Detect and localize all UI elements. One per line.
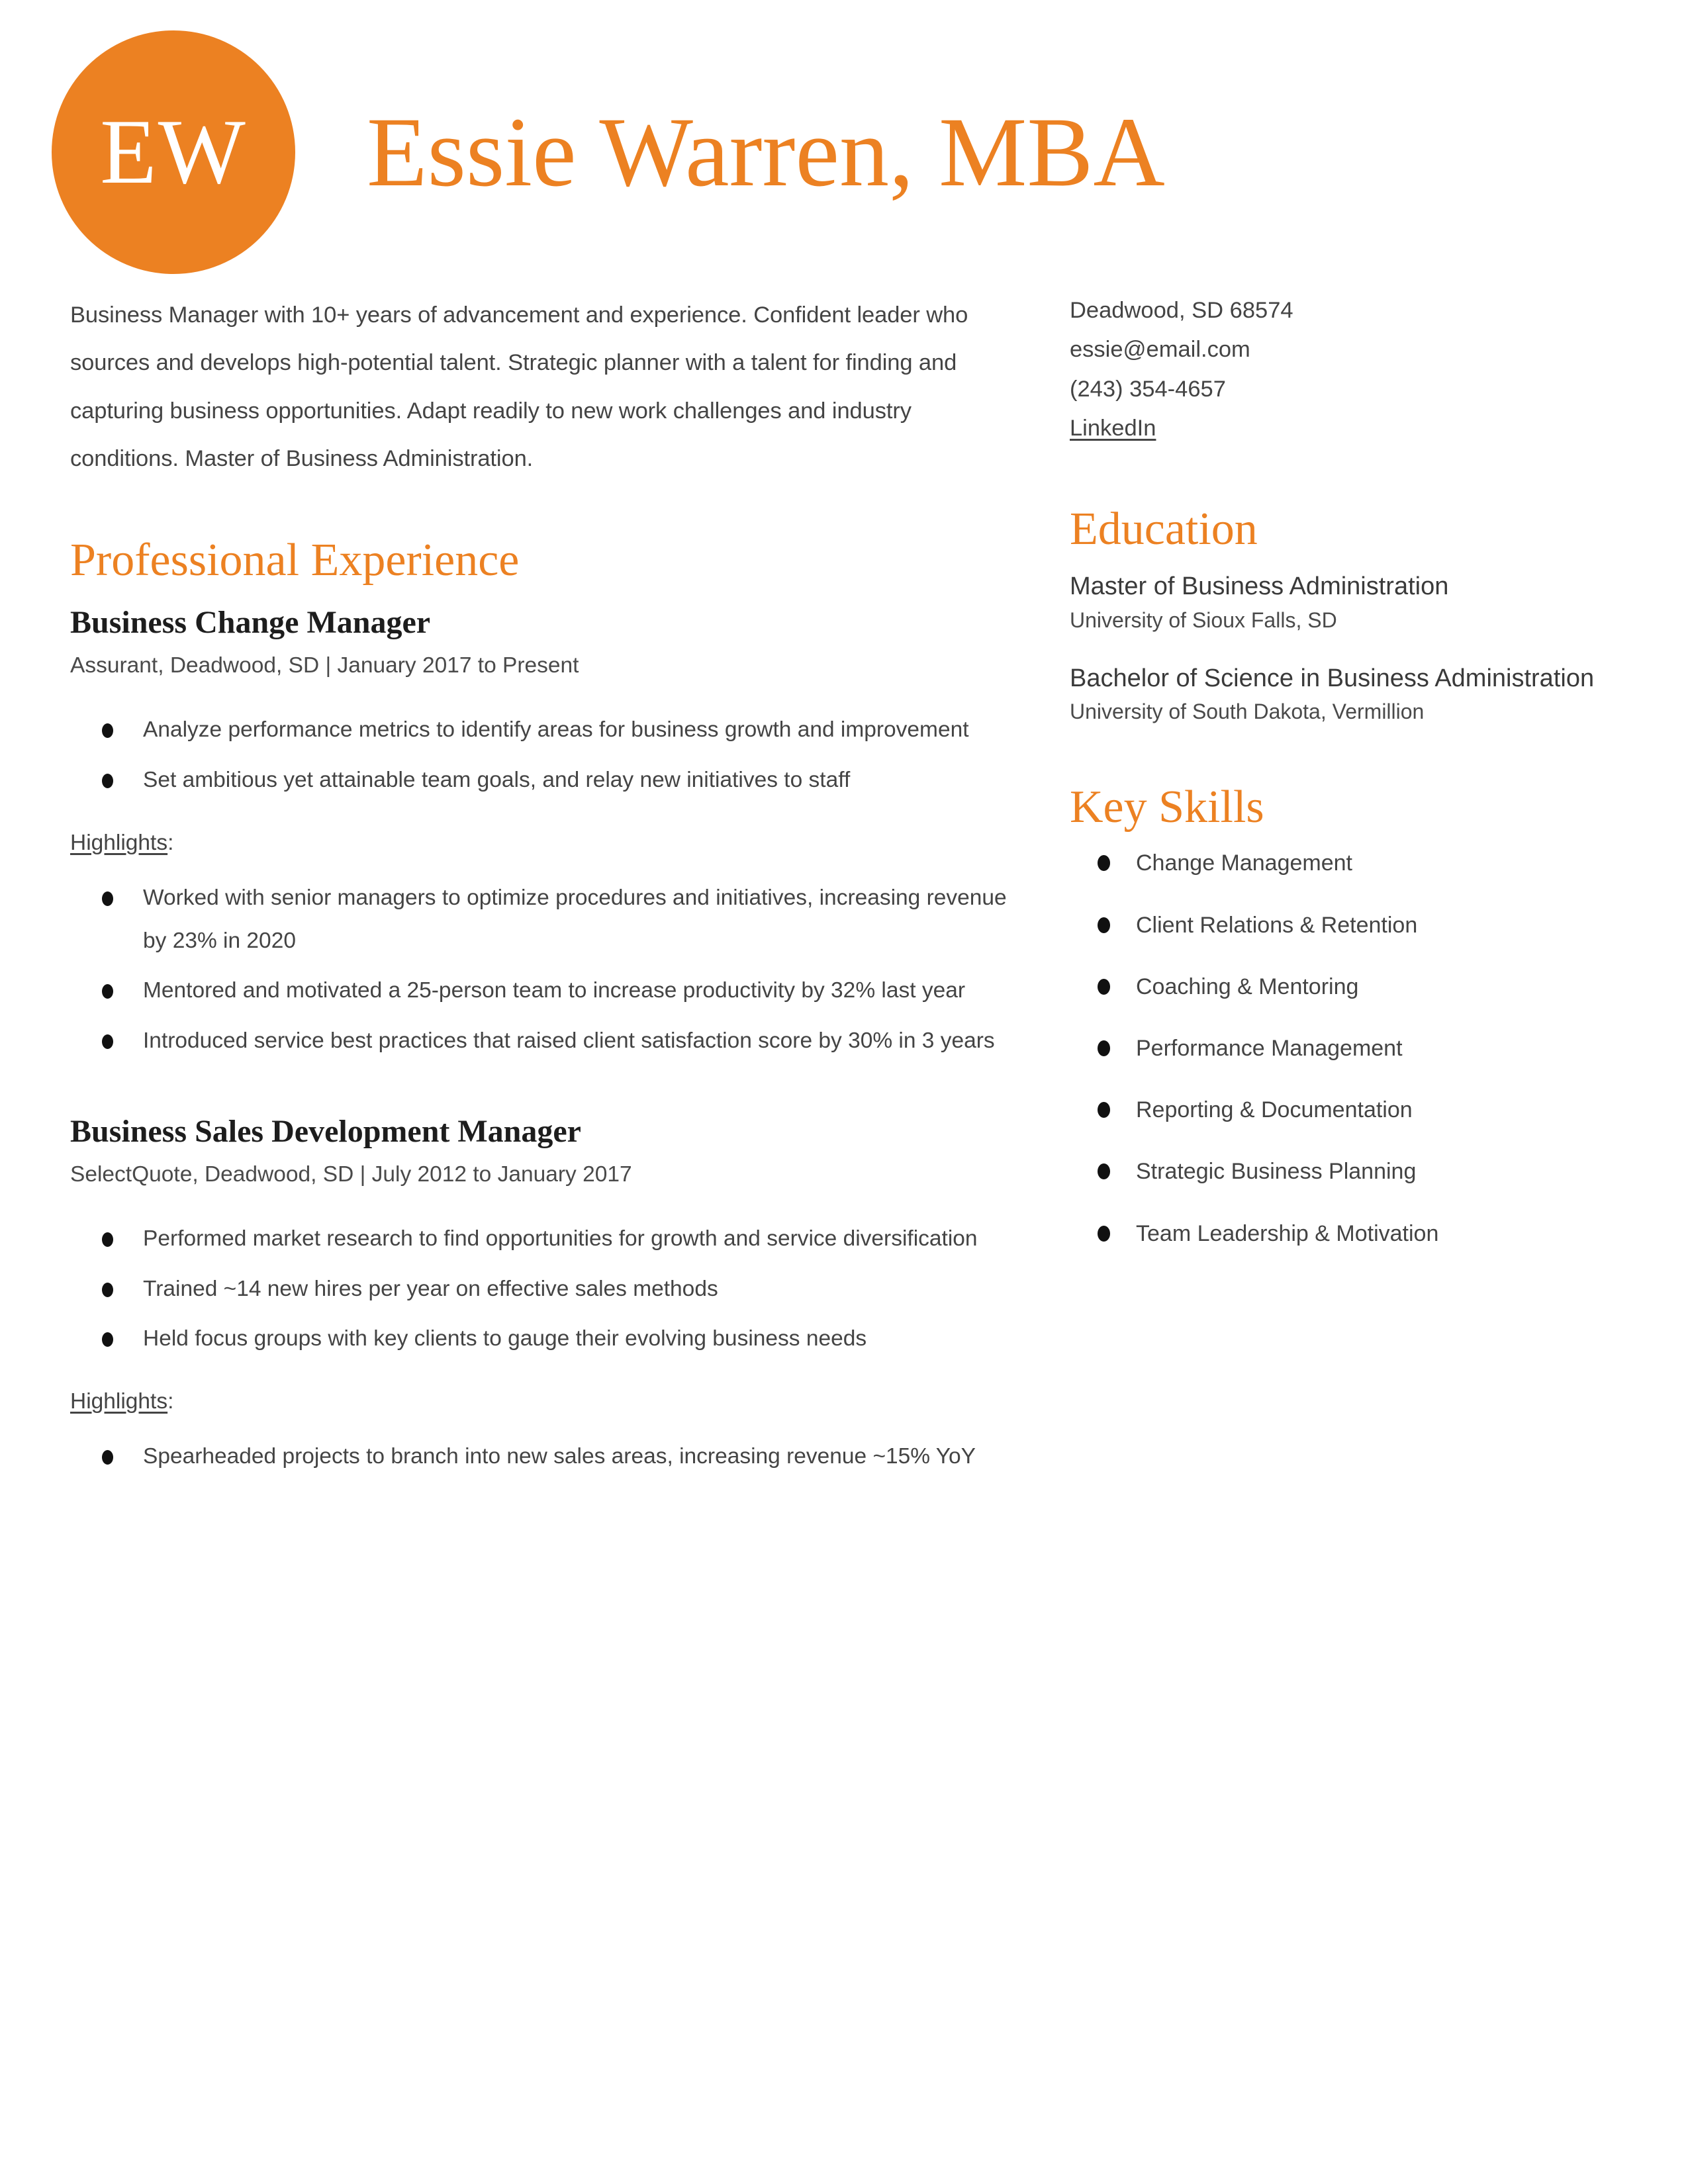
page-title: Essie Warren, MBA: [367, 97, 1165, 207]
list-item: Team Leadership & Motivation: [1070, 1219, 1625, 1248]
section-heading-skills: Key Skills: [1070, 782, 1264, 833]
job-highlights-list: [70, 876, 1010, 1062]
list-item: Performed market research to find opportunities for growth and service diversification: [70, 1217, 1010, 1260]
resume-body: [0, 265, 1688, 1484]
highlights-label-text: Highlights: [70, 1389, 168, 1414]
contact-email[interactable]: essie@email.com: [1070, 337, 1250, 363]
list-item: Reporting & Documentation: [1070, 1095, 1625, 1124]
list-item: Performance Management: [1070, 1034, 1625, 1063]
list-item: Introduced service best practices that raised client satisfaction score by 30% in 3 years: [70, 1019, 1010, 1062]
list-item: Mentored and motivated a 25-person team to increase productivity by 32% last year: [70, 969, 1010, 1012]
education-degree: Bachelor of Science in Business Administration: [1070, 664, 1595, 692]
experience-entry: [70, 1113, 1010, 1478]
education-entry: [1070, 662, 1625, 727]
section-heading-education: Education: [1070, 504, 1258, 555]
sidebar-column: [1050, 291, 1625, 1281]
education-school: University of South Dakota, Vermillion: [1070, 700, 1425, 724]
job-meta: SelectQuote, Deadwood, SD | July 2012 to January 2017: [70, 1161, 632, 1187]
list-item: Worked with senior managers to optimize procedures and initiatives, increasing revenue by 23% in 2020: [70, 876, 1010, 963]
experience-entry: [70, 604, 1010, 1062]
section-spacer: [70, 1069, 1010, 1113]
education-school: University of Sioux Falls, SD: [1070, 608, 1337, 632]
job-highlights-list: [70, 1435, 1010, 1478]
contact-location: Deadwood, SD 68574: [1070, 298, 1293, 323]
education-entry: [1070, 570, 1625, 635]
highlights-label-colon: :: [167, 1389, 174, 1414]
list-item: Trained ~14 new hires per year on effective sales methods: [70, 1267, 1010, 1310]
list-item: Spearheaded projects to branch into new sales areas, increasing revenue ~15% YoY: [70, 1435, 1010, 1478]
highlights-label-colon: :: [167, 830, 174, 855]
job-meta: Assurant, Deadwood, SD | January 2017 to Present: [70, 653, 579, 678]
list-item: Set ambitious yet attainable team goals, and relay new initiatives to staff: [70, 758, 1010, 801]
resume-header: [0, 0, 1688, 265]
list-item: Client Relations & Retention: [1070, 911, 1625, 940]
list-item: Change Management: [1070, 848, 1625, 878]
education-degree: Master of Business Administration: [1070, 572, 1449, 601]
highlights-label: [70, 1387, 1010, 1418]
professional-summary: Business Manager with 10+ years of advancement and experience. Confident leader who sources and develops high-potential talent. Strategic planner with a talent for finding and capturing business opportunities. Adapt readily to new work challenges and industry conditions. Master of Business Administration.: [70, 302, 968, 472]
highlights-label: [70, 828, 1010, 859]
contact-block: [1070, 291, 1625, 448]
key-skills-list: [1070, 848, 1625, 1248]
highlights-label-text: Highlights: [70, 830, 168, 855]
list-item: Strategic Business Planning: [1070, 1157, 1625, 1186]
contact-phone: (243) 354-4657: [1070, 376, 1226, 402]
monogram-initials: EW: [100, 101, 247, 203]
job-duties-list: [70, 708, 1010, 801]
job-title: Business Sales Development Manager: [70, 1114, 581, 1150]
section-heading-experience: Professional Experience: [70, 534, 520, 586]
linkedin-link[interactable]: LinkedIn: [1070, 415, 1156, 441]
monogram-avatar: [52, 30, 295, 274]
job-duties-list: [70, 1217, 1010, 1360]
job-title: Business Change Manager: [70, 605, 431, 641]
main-column: [70, 291, 1050, 1484]
list-item: Held focus groups with key clients to gauge their evolving business needs: [70, 1317, 1010, 1360]
list-item: Coaching & Mentoring: [1070, 972, 1625, 1001]
list-item: Analyze performance metrics to identify areas for business growth and improvement: [70, 708, 1010, 751]
